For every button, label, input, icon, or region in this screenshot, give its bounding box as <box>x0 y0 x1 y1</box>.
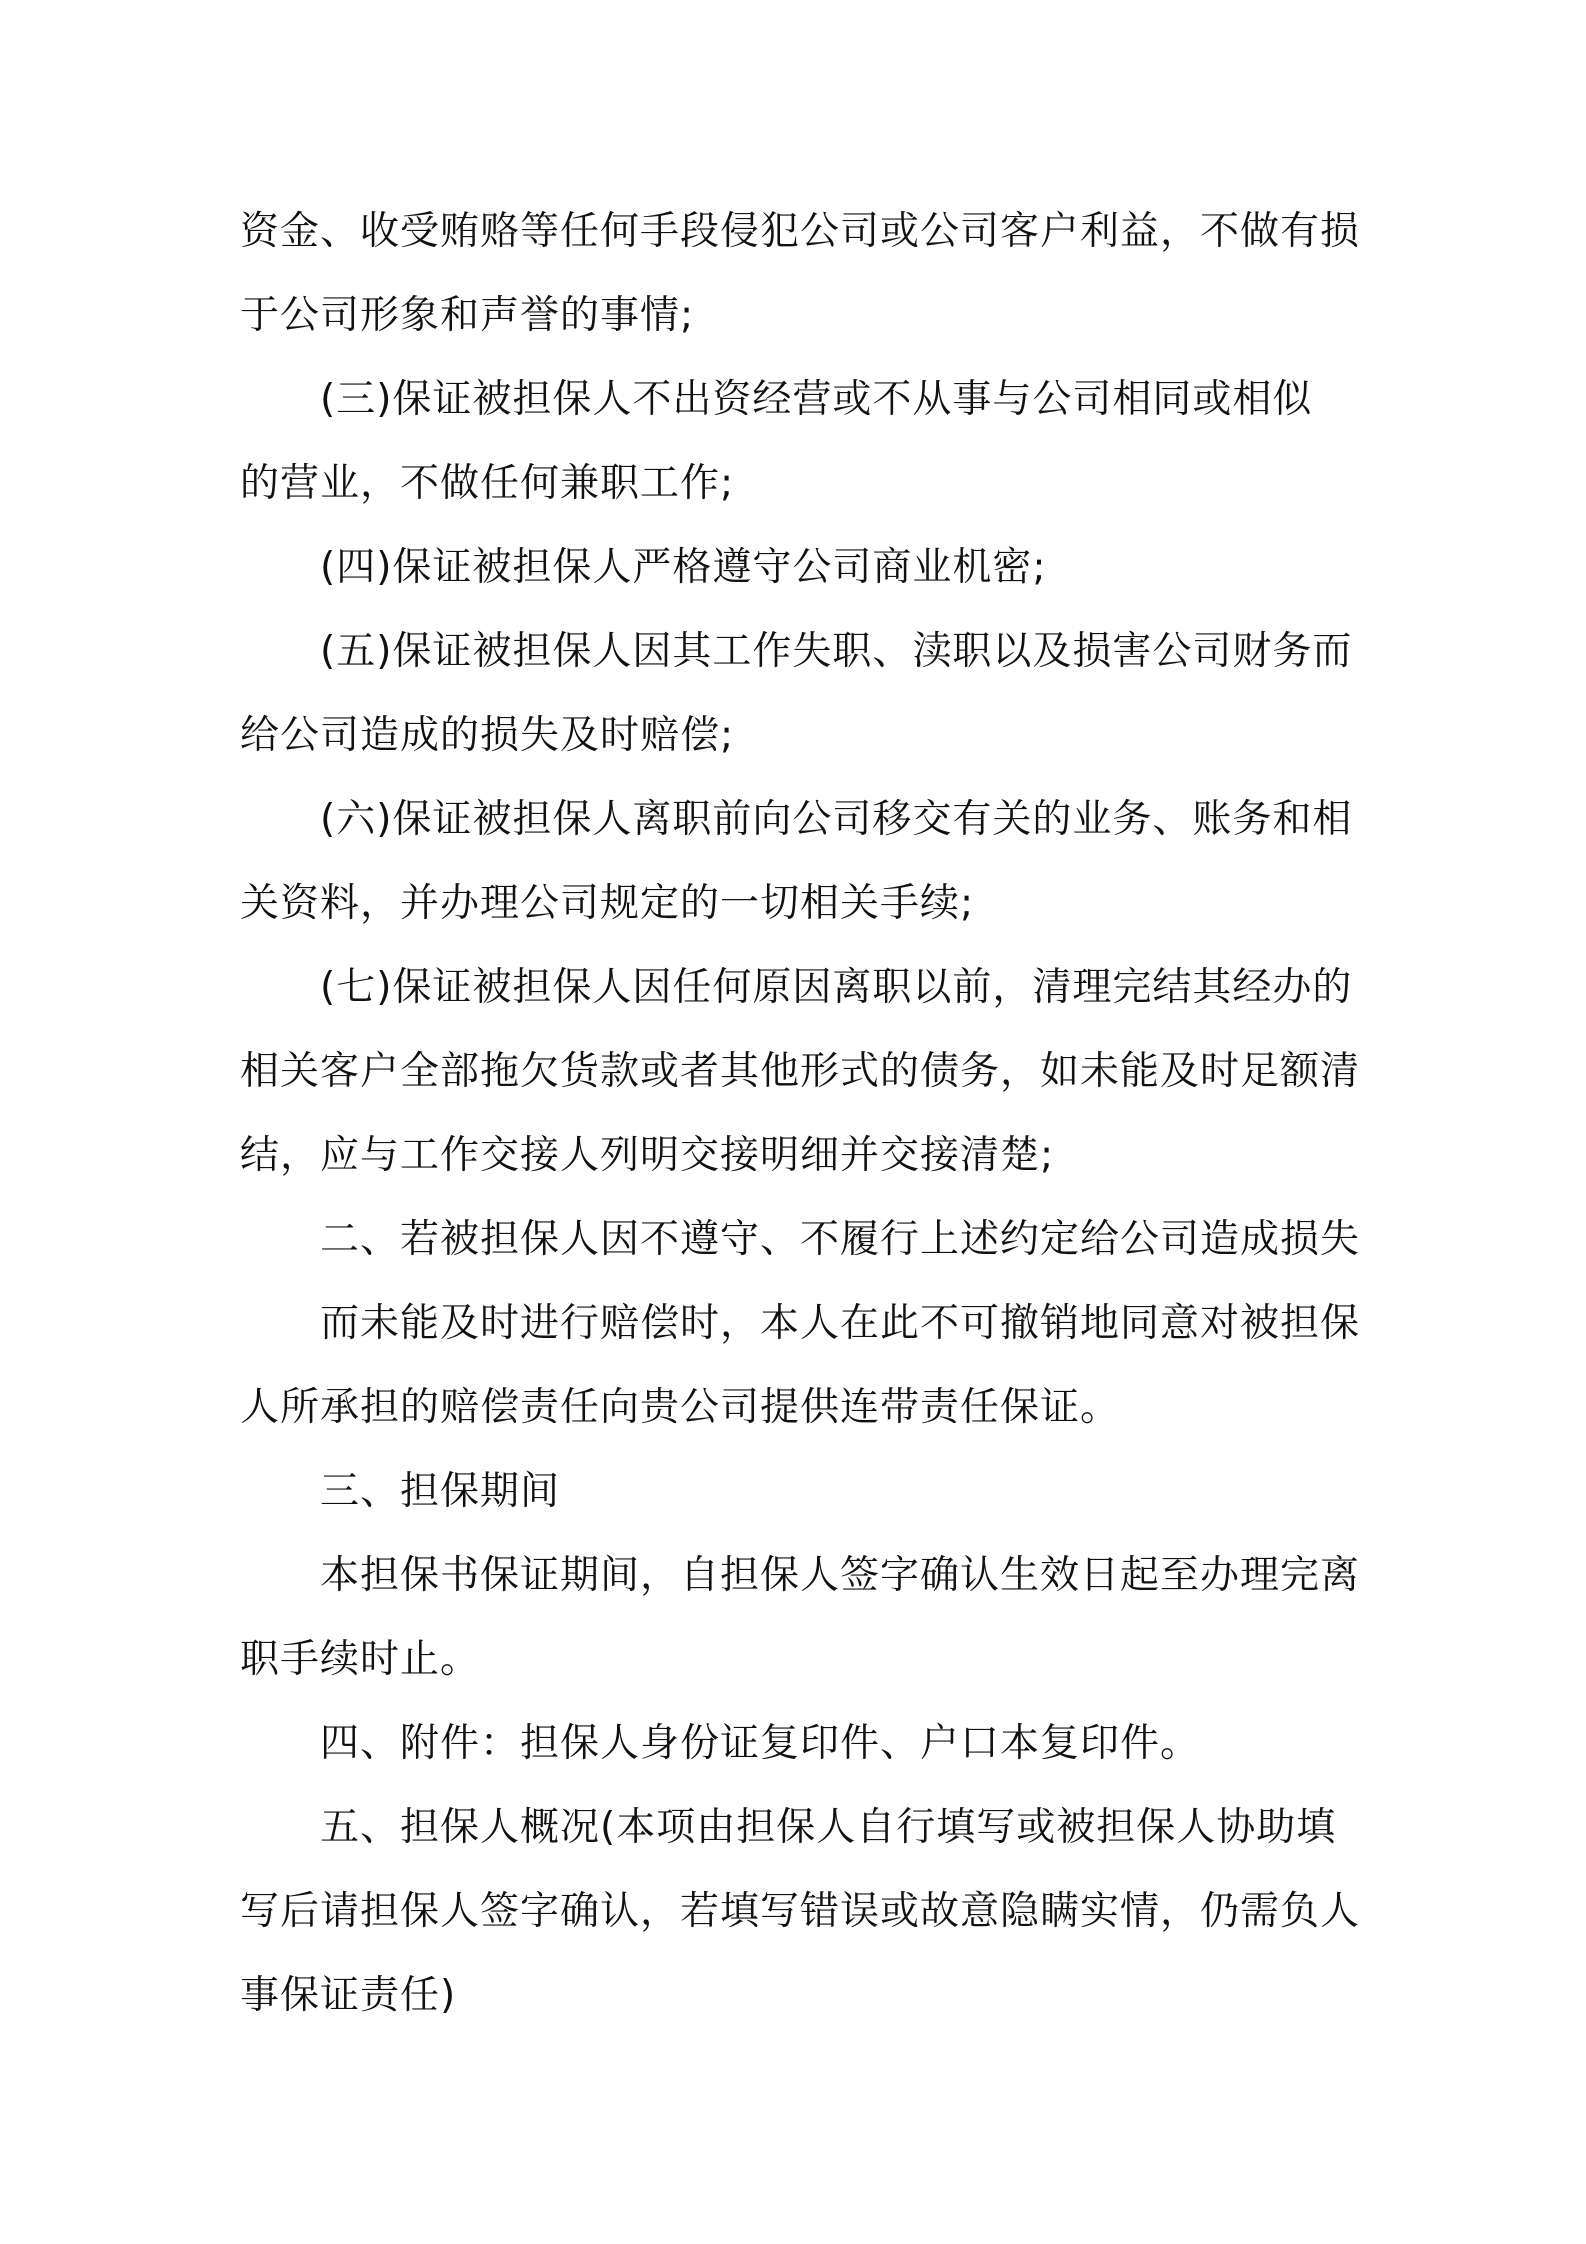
text-line: 事保证责任) <box>240 1973 457 2018</box>
text-line: 人所承担的赔偿责任向贵公司提供连带责任保证。 <box>240 1385 1121 1430</box>
text-line: 四、附件：担保人身份证复印件、户口本复印件。 <box>320 1721 1201 1766</box>
text-line: 二、若被担保人因不遵守、不履行上述约定给公司造成损失 <box>320 1217 1361 1262</box>
text-line: 给公司造成的损失及时赔偿; <box>240 713 735 758</box>
text-line: 职手续时止。 <box>240 1637 481 1682</box>
text-line: (三)保证被担保人不出资经营或不从事与公司相同或相似 <box>320 377 1313 422</box>
text-line: 写后请担保人签字确认，若填写错误或故意隐瞒实情，仍需负人 <box>240 1889 1361 1934</box>
text-line: (四)保证被担保人严格遵守公司商业机密; <box>320 545 1047 590</box>
text-line: 关资料，并办理公司规定的一切相关手续; <box>240 881 975 926</box>
text-line: 结，应与工作交接人列明交接明细并交接清楚; <box>240 1133 1055 1178</box>
text-line: 本担保书保证期间，自担保人签字确认生效日起至办理完离 <box>320 1553 1361 1598</box>
text-line: (七)保证被担保人因任何原因离职以前，清理完结其经办的 <box>320 965 1353 1010</box>
text-line: 相关客户全部拖欠货款或者其他形式的债务，如未能及时足额清 <box>240 1049 1361 1094</box>
section-heading: 三、担保期间 <box>320 1469 561 1514</box>
text-line: 五、担保人概况(本项由担保人自行填写或被担保人协助填 <box>320 1805 1337 1850</box>
text-line: (六)保证被担保人离职前向公司移交有关的业务、账务和相 <box>320 797 1353 842</box>
document-body <box>240 190 1361 2038</box>
text-line: 于公司形象和声誉的事情; <box>240 293 695 338</box>
text-line: 而未能及时进行赔偿时，本人在此不可撤销地同意对被担保 <box>320 1301 1361 1346</box>
text-line: 的营业，不做任何兼职工作; <box>240 461 735 506</box>
text-line: (五)保证被担保人因其工作失职、渎职以及损害公司财务而 <box>320 629 1353 674</box>
text-line: 资金、收受贿赂等任何手段侵犯公司或公司客户利益，不做有损 <box>240 209 1361 254</box>
